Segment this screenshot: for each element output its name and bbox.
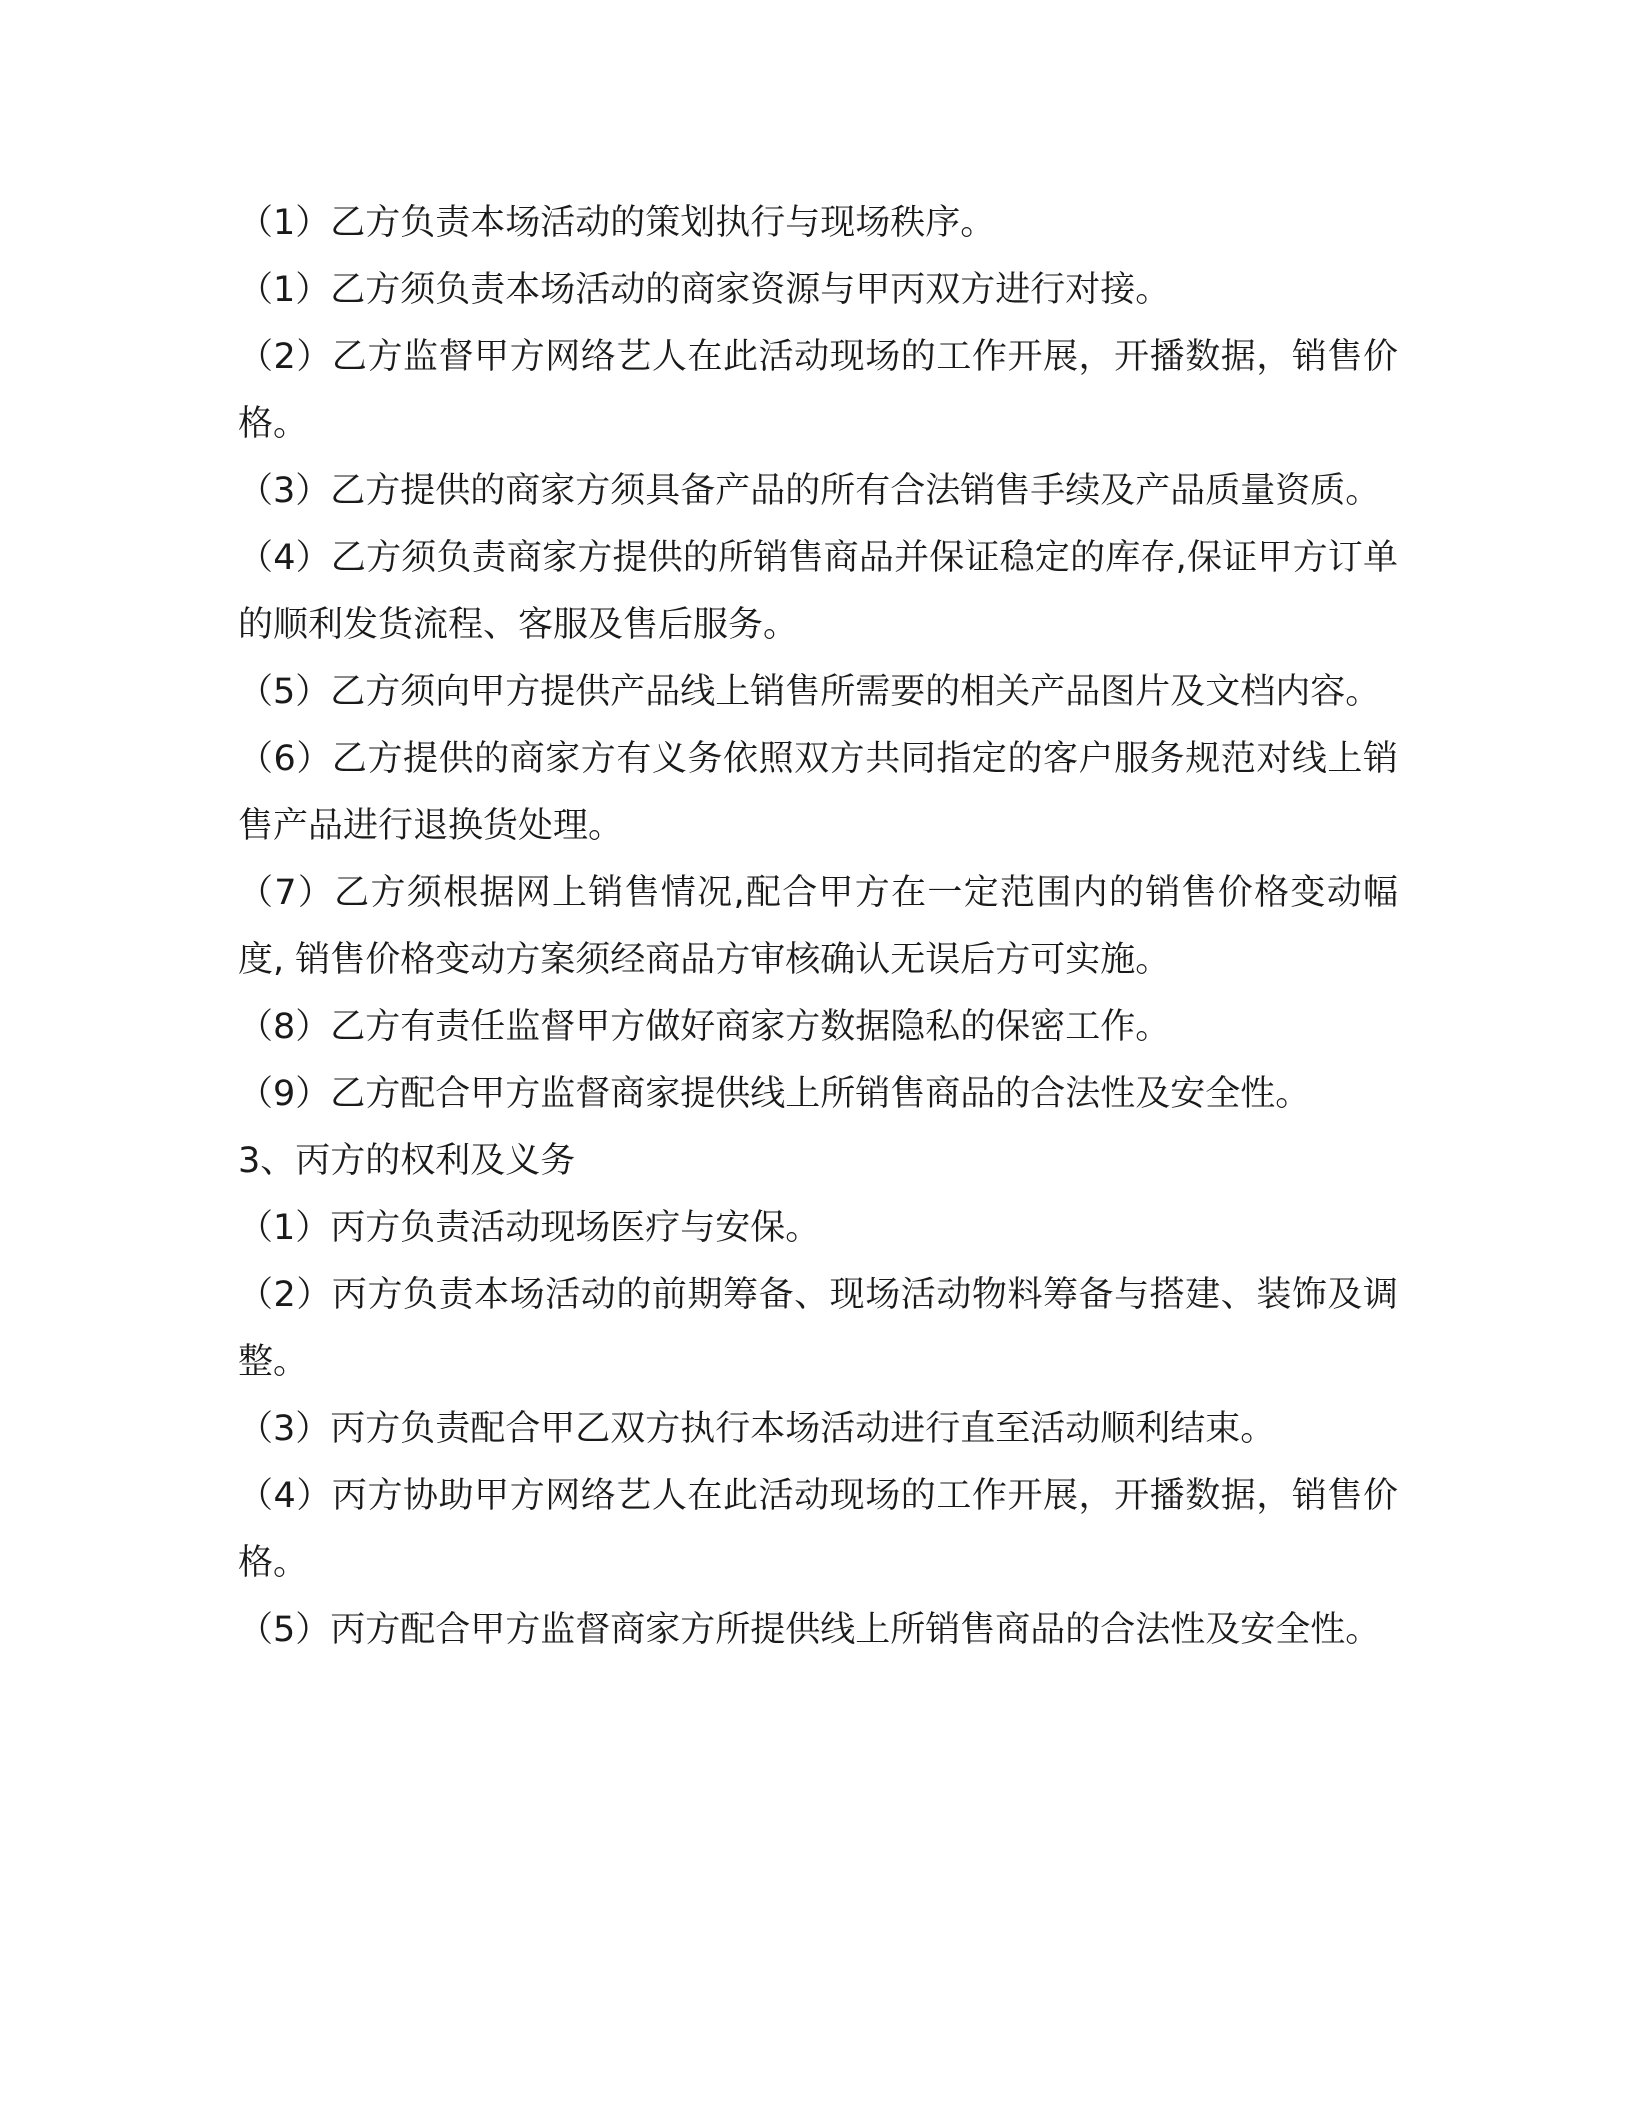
- clause-b-7: （7）乙方须根据网上销售情况,配合甲方在一定范围内的销售价格变动幅度, 销售价格变动方案须经商品方审核确认无误后方可实施。: [238, 873, 1398, 980]
- clause-b-1-merchant: （1）乙方须负责本场活动的商家资源与甲丙双方进行对接。: [238, 270, 1171, 310]
- clause-b-2: （2）乙方监督甲方网络艺人在此活动现场的工作开展，开播数据，销售价格。: [238, 337, 1398, 444]
- clause-b-9: （9）乙方配合甲方监督商家提供线上所销售商品的合法性及安全性。: [238, 1074, 1311, 1114]
- clause-b-5: （5）乙方须向甲方提供产品线上销售所需要的相关产品图片及文档内容。: [238, 672, 1381, 712]
- clause-b-1-plan: （1）乙方负责本场活动的策划执行与现场秩序。: [238, 203, 996, 243]
- clause-c-1: （1）丙方负责活动现场医疗与安保。: [238, 1208, 821, 1248]
- clause-b-8: （8）乙方有责任监督甲方做好商家方数据隐私的保密工作。: [238, 1007, 1171, 1047]
- clause-b-4: （4）乙方须负责商家方提供的所销售商品并保证稳定的库存,保证甲方订单的顺利发货流程、客服及售后服务。: [238, 538, 1398, 645]
- clause-b-3: （3）乙方提供的商家方须具备产品的所有合法销售手续及产品质量资质。: [238, 471, 1381, 511]
- clause-c-5: （5）丙方配合甲方监督商家方所提供线上所销售商品的合法性及安全性。: [238, 1610, 1381, 1650]
- clause-c-2: （2）丙方负责本场活动的前期筹备、现场活动物料筹备与搭建、装饰及调整。: [238, 1275, 1398, 1382]
- document-body: [238, 190, 1398, 1664]
- section-heading-party-c: 3、丙方的权利及义务: [238, 1141, 576, 1181]
- clause-b-6: （6）乙方提供的商家方有义务依照双方共同指定的客户服务规范对线上销售产品进行退换货处理。: [238, 739, 1398, 846]
- clause-c-4: （4）丙方协助甲方网络艺人在此活动现场的工作开展，开播数据，销售价格。: [238, 1476, 1398, 1583]
- clause-c-3: （3）丙方负责配合甲乙双方执行本场活动进行直至活动顺利结束。: [238, 1409, 1276, 1449]
